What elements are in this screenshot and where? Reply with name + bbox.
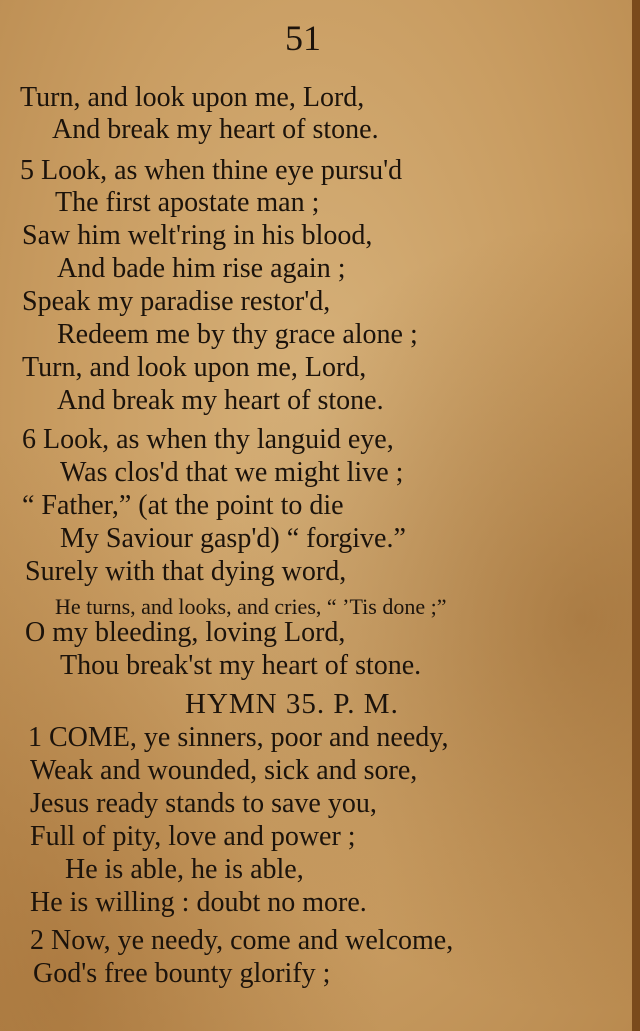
hymn-line: 1 COME, ye sinners, poor and needy,	[28, 722, 449, 753]
verse-line: Redeem me by thy grace alone ;	[57, 319, 418, 350]
hymn-heading: HYMN 35. P. M.	[185, 688, 399, 720]
verse-line: Was clos'd that we might live ;	[60, 457, 404, 488]
hymn-line: 2 Now, ye needy, come and welcome,	[30, 925, 454, 956]
verse-line: Saw him welt'ring in his blood,	[22, 220, 373, 251]
verse-line: O my bleeding, loving Lord,	[25, 617, 346, 648]
hymn-line: Full of pity, love and power ;	[30, 821, 356, 852]
hymn-line: God's free bounty glorify ;	[33, 958, 331, 989]
verse-line: Turn, and look upon me, Lord,	[20, 82, 365, 113]
verse-line: He turns, and looks, and cries, “ ’Tis done ;”	[55, 594, 447, 619]
verse-line: “ Father,” (at the point to die	[22, 490, 344, 521]
hymn-line: Jesus ready stands to save you,	[30, 788, 377, 819]
verse-line: Surely with that dying word,	[25, 556, 347, 587]
verse-line: And break my heart of stone.	[57, 385, 384, 416]
verse-line: My Saviour gasp'd) “ forgive.”	[60, 523, 406, 554]
hymn-line: He is willing : doubt no more.	[30, 887, 367, 918]
verse-line: 5 Look, as when thine eye pursu'd	[20, 155, 403, 186]
verse-line: Thou break'st my heart of stone.	[60, 650, 422, 681]
verse-line: Turn, and look upon me, Lord,	[22, 352, 367, 383]
verse-line: Speak my paradise restor'd,	[22, 286, 331, 317]
hymn-line: He is able, he is able,	[65, 854, 304, 885]
verse-line: And bade him rise again ;	[57, 253, 346, 284]
verse-line: 6 Look, as when thy languid eye,	[22, 424, 394, 455]
page-number: 51	[285, 18, 321, 58]
hymn-line: Weak and wounded, sick and sore,	[30, 755, 418, 786]
verse-line: The first apostate man ;	[55, 187, 320, 218]
verse-line: And break my heart of stone.	[52, 114, 379, 145]
